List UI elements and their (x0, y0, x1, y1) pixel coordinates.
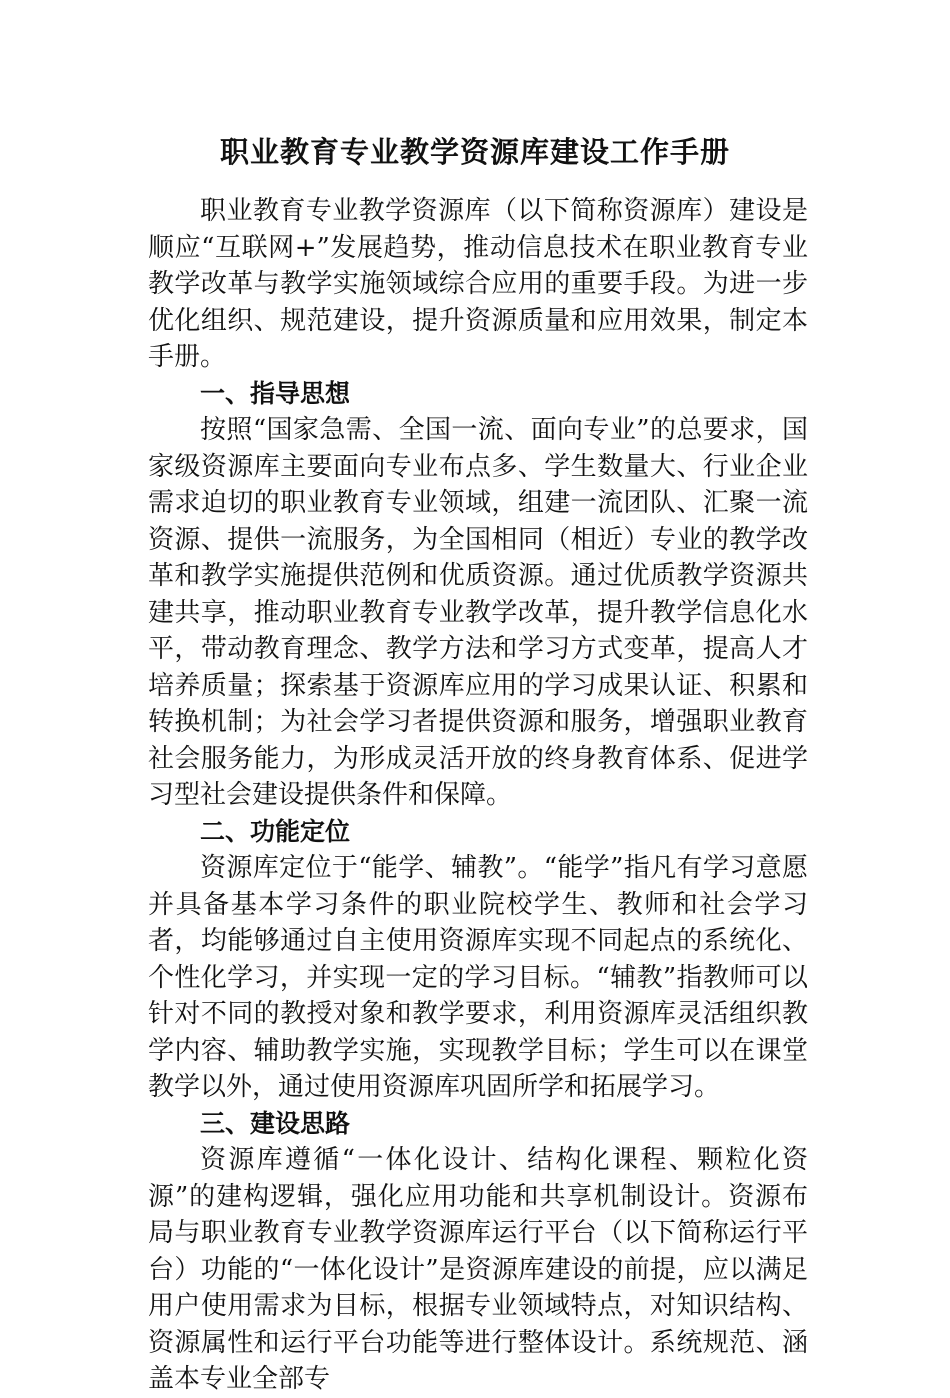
section-paragraph-guiding-ideology: 按照“国家急需、全国一流、面向专业”的总要求，国家级资源库主要面向专业布点多、学生数量大、行业企业需求迫切的职业教育专业领域，组建一流团队、汇聚一流资源、提供一流服务，为全国相同（相近）专业的教学改革和教学实施提供范例和优质资源。通过优质教学资源共建共享，推动职业教育专业教学改革，提升教学信息化水平，带动教育理念、教学方法和学习方式变革，提高人才培养质量；探索基于资源库应用的学习成果认证、积累和转换机制；为社会学习者提供资源和服务，增强职业教育社会服务能力，为形成灵活开放的终身教育体系、促进学习型社会建设提供条件和保障。 (148, 415, 808, 810)
section-paragraph-construction-approach: 资源库遵循“一体化设计、结构化课程、颗粒化资源”的建构逻辑，强化应用功能和共享机制设计。资源布局与职业教育专业教学资源库运行平台（以下简称运行平台）功能的“一体化设计”是资源库建设的前提，应以满足用户使用需求为目标，根据专业领域特点，对知识结构、资源属性和运行平台功能等进行整体设计。系统规范、涵盖本专业全部专 (148, 1145, 808, 1394)
intro-paragraph: 职业教育专业教学资源库（以下简称资源库）建设是顺应“互联网+”发展趋势，推动信息技术在职业教育专业教学改革与教学实施领域综合应用的重要手段。为进一步优化组织、规范建设，提升资源质量和应用效果，制定本手册。 (148, 196, 808, 372)
section-heading-guiding-ideology: 一、指导思想 (200, 378, 351, 408)
section-heading-construction-approach: 三、建设思路 (200, 1108, 351, 1138)
document-title: 职业教育专业教学资源库建设工作手册 (219, 135, 730, 169)
section-heading-function-positioning: 二、功能定位 (200, 816, 351, 846)
document-body (148, 193, 808, 1398)
section-paragraph-function-positioning: 资源库定位于“能学、辅教”。“能学”指凡有学习意愿并具备基本学习条件的职业院校学生、教师和社会学习者，均能够通过自主使用资源库实现不同起点的系统化、个性化学习，并实现一定的学习目标。“辅教”指教师可以针对不同的教授对象和教学要求，利用资源库灵活组织教学内容、辅助教学实施，实现教学目标；学生可以在课堂教学以外，通过使用资源库巩固所学和拓展学习。 (148, 853, 808, 1102)
